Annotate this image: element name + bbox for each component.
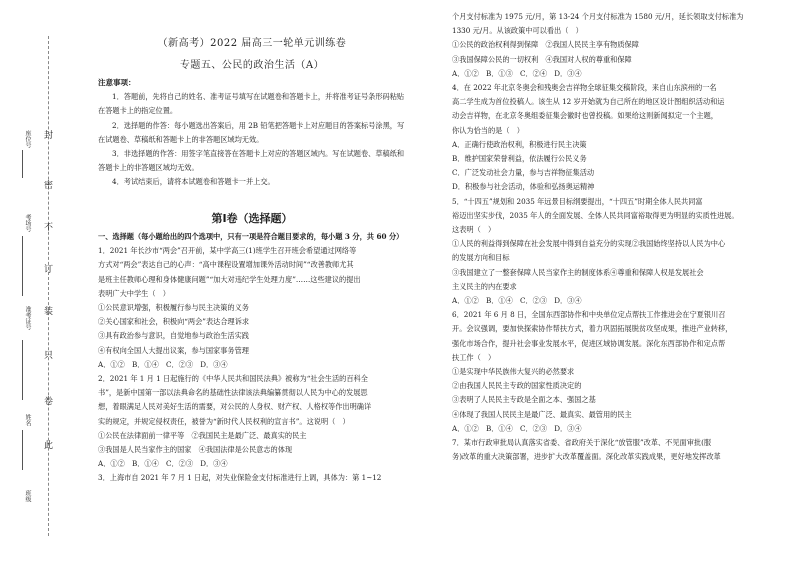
seal-char-mi: 密	[42, 180, 52, 189]
question-line: 务)改革的重大决策部署，进步扩大改革覆盖面。深化改革实践成果，更好地发挥改革	[452, 452, 721, 462]
seal-dashed-line	[48, 36, 49, 536]
question-line: 书”，是新中国第一部以法典命名的基础性法律该法典编纂贯彻以人民为中心的发展思	[98, 388, 368, 398]
question-line: ①公民意识增强，积极履行参与民主决策的义务	[98, 303, 249, 313]
field-exam-room: 考场号	[24, 214, 31, 232]
question-line: 方式对“两会”表达自己的心声：“高中课程设置增加课外活动时间”“改善教师尤其	[98, 260, 354, 270]
question-line: 1．2021 年长沙市“两会”召开前，某中学高三(1)班学生召开班会希望通过网络等	[98, 246, 357, 256]
question-line: A．正确行使政治权利，积极进行民主决策	[452, 139, 587, 149]
question-line: 实的规定，并规定侵权责任，被誉为“新时代人民权利的宣言书”。这说明（ ）	[98, 416, 350, 426]
notice-item-1: 1．答题前，先将自己的姓名、准考证号填写在试题卷和答题卡上，并将准考证号条形码粘贴在答题卡上的指定位置。	[98, 92, 405, 116]
question-line: 裕迈出坚实步伐，2035 年人的全面发展、全体人民共同富裕取得更为明显的实质性进展。	[452, 210, 739, 220]
question-line: ①公民在法律面前一律平等 ②我国民主是最广泛、最真实的民主	[98, 430, 307, 440]
question-line: A．①② B．①④ C．②③ D．③④	[98, 459, 228, 469]
notice-heading: 注意事项：	[98, 78, 136, 87]
question-line: A．①② B．①④ C．②③ D．③④	[452, 296, 582, 306]
field-class: 班级	[24, 490, 31, 502]
question-line: ③我国建立了一整套保障人民当家作主的制度体系④尊重和保障人权是发展社会	[452, 267, 704, 277]
question-line: ④有权向全国人大提出议案，参与国家事务管理	[98, 345, 249, 355]
question-line: 个月支付标准为 1975 元/月，第 13-24 个月支付标准为 1580 元/月，延长领取支付标准为	[452, 12, 744, 21]
question-line: ④体现了我国人民民主是最广泛、最真实、最管用的民主	[452, 409, 632, 419]
question-line: 是班主任教师心理和身体健康问题”“加大对违纪学生处理力度”……这些建议的提出	[98, 274, 361, 284]
admission-number-line	[22, 340, 23, 400]
left-column-questions	[98, 230, 406, 486]
notice-item-3: 3．非选择题的作答：用签字笔直接答在答题卡上对应的答题区域内。写在试题卷、草稿纸和答题卡上的非答题区域均无效。	[98, 149, 405, 173]
question-line: ③我国是人民当家作主的国家 ④我国法律是公民意志的体现	[98, 445, 293, 455]
question-line: 动会吉祥物，在北京冬奥组委征集会徽时也曾投稿。如果给这则新闻拟定一个主题，	[452, 111, 718, 121]
question-line: 6．2021 年 6 月 8 日，全国东西部协作和中央单位定点帮扶工作推进会在宁夏银川召	[452, 310, 726, 320]
exam-room-line	[22, 236, 23, 296]
notice-item-4: 4．考试结束后，请将本试题卷和答题卡一并上交。	[112, 177, 275, 187]
field-admission-number: 准考证号	[24, 306, 31, 330]
question-line: ①公民的政治权利得到保障 ②我国人民民主享有物质保障	[452, 40, 639, 50]
exam-subtitle: 专题五、公民的政治生活（A）	[179, 60, 325, 71]
question-line: 3．上海市自 2021 年 7 月 1 日起，对失业保险金支付标准进行上调，具体为：第 1~12	[98, 473, 382, 483]
right-column-questions	[452, 10, 782, 465]
question-line: ②由我国人民民主专政的国家性质决定的	[452, 381, 582, 391]
question-line: 想，着眼满足人民对美好生活的需要，对公民的人身权、财产权、人格权等作出明确详	[98, 402, 372, 412]
seal-char-ding: 订	[42, 264, 52, 273]
question-line: 强化市场合作，提升社会事业发展水平，促进区域协调发展。深化东西部协作和定点帮	[452, 338, 726, 348]
question-line: 开。会议强调，要加快探索协作帮扶方式，着力巩固拓展脱贫攻坚成果，推进产业转移，	[452, 324, 733, 334]
question-line: 5．“十四五”规划和 2035 年远景目标纲要提出，“十四五”时期全体人民共同富	[452, 196, 703, 206]
question-line: 1330 元/月。从该政策中可以看出（ ）	[452, 26, 583, 36]
seal-char-ci: 此	[42, 440, 52, 449]
question-line: ③我国保障公民的一切权利 ④我国对人权的尊重和保障	[452, 54, 632, 64]
seal-char-zhuang: 装	[42, 306, 52, 315]
question-line: 4．在 2022 年北京冬奥会和残奥会吉祥物全球征集交稿阶段，来自山东滨州的一名	[452, 83, 717, 93]
question-line: 扶工作（ ）	[452, 352, 496, 362]
seal-char-juan: 卷	[42, 396, 52, 405]
question-line: 2．2021 年 1 月 1 日起施行的《中华人民共和国民法典》被称为“社会生活的百科全	[98, 374, 368, 384]
seal-char-bu: 不	[42, 222, 52, 231]
section-instruction: 一、选择题（每小题给出的四个选项中，只有一项是符合题目要求的，每小题 3 分，共 60 分）	[98, 232, 404, 241]
question-line: 你认为恰当的是（ ）	[452, 125, 524, 135]
question-line: A．①② B．①④ C．②③ D．③④	[452, 423, 582, 433]
section-title: 第Ⅰ卷（选择题）	[211, 212, 293, 225]
notice-item-2: 2．选择题的作答：每小题选出答案后，用 2B 铅笔把答题卡上对应题目的答案标号涂黑，写在试题卷、草稿纸和答题卡上的非答题区域均无效。	[98, 120, 405, 144]
question-line: C．广泛发动社会力量，参与吉祥物征集活动	[452, 168, 595, 178]
name-line	[22, 430, 23, 470]
question-line: ①是实现中华民族伟大复兴的必然要求	[452, 367, 575, 377]
left-question-lines	[98, 244, 406, 485]
question-line: 7．某市行政审批局认真落实省委、省政府关于深化“放管服”改革、不见面审批(服	[452, 438, 712, 448]
exam-title: （新高考）2022 届高三一轮单元训练卷	[157, 38, 347, 49]
question-line: 高二学生成为首位投稿人。该生从 12 岁开始就为自己所在的地区设计图组织活动和运	[452, 97, 725, 107]
question-line: A．①② B．①③ C．②④ D．③④	[452, 68, 582, 78]
seal-char-zhi: 只	[42, 350, 52, 359]
question-line: ②关心国家和社会，积极向“两会”表达合理诉求	[98, 317, 250, 327]
question-line: A．①② B．①④ C．②③ D．③④	[98, 359, 228, 369]
notice-block	[98, 76, 406, 190]
field-name: 姓名	[24, 414, 31, 426]
question-line: ③具有政治参与意识，自觉地参与政治生活实践	[98, 331, 249, 341]
field-seat-number: 座位号	[24, 130, 31, 148]
question-line: ③表明了人民民主专政是全面之本、强国之基	[452, 395, 596, 405]
seat-number-line	[22, 150, 23, 178]
question-line: 表明广大中学生（ ）	[98, 288, 170, 298]
question-line: 主义民主的内在要求	[452, 281, 517, 291]
question-line: D．积极参与社会活动，体验和弘扬奥运精神	[452, 182, 595, 192]
right-question-lines	[452, 10, 782, 465]
question-line: ①人民的利益得到保障在社会发展中得到自益充分的实现②我国始终坚持以人民为中心	[452, 239, 726, 249]
seal-char-feng: 封	[42, 130, 52, 139]
binding-margin	[0, 0, 62, 561]
question-line: B．维护国家荣誉利益，依法履行公民义务	[452, 154, 587, 164]
question-line: 的发展方向和目标	[452, 253, 510, 263]
question-line: 这表明（ ）	[452, 225, 496, 235]
